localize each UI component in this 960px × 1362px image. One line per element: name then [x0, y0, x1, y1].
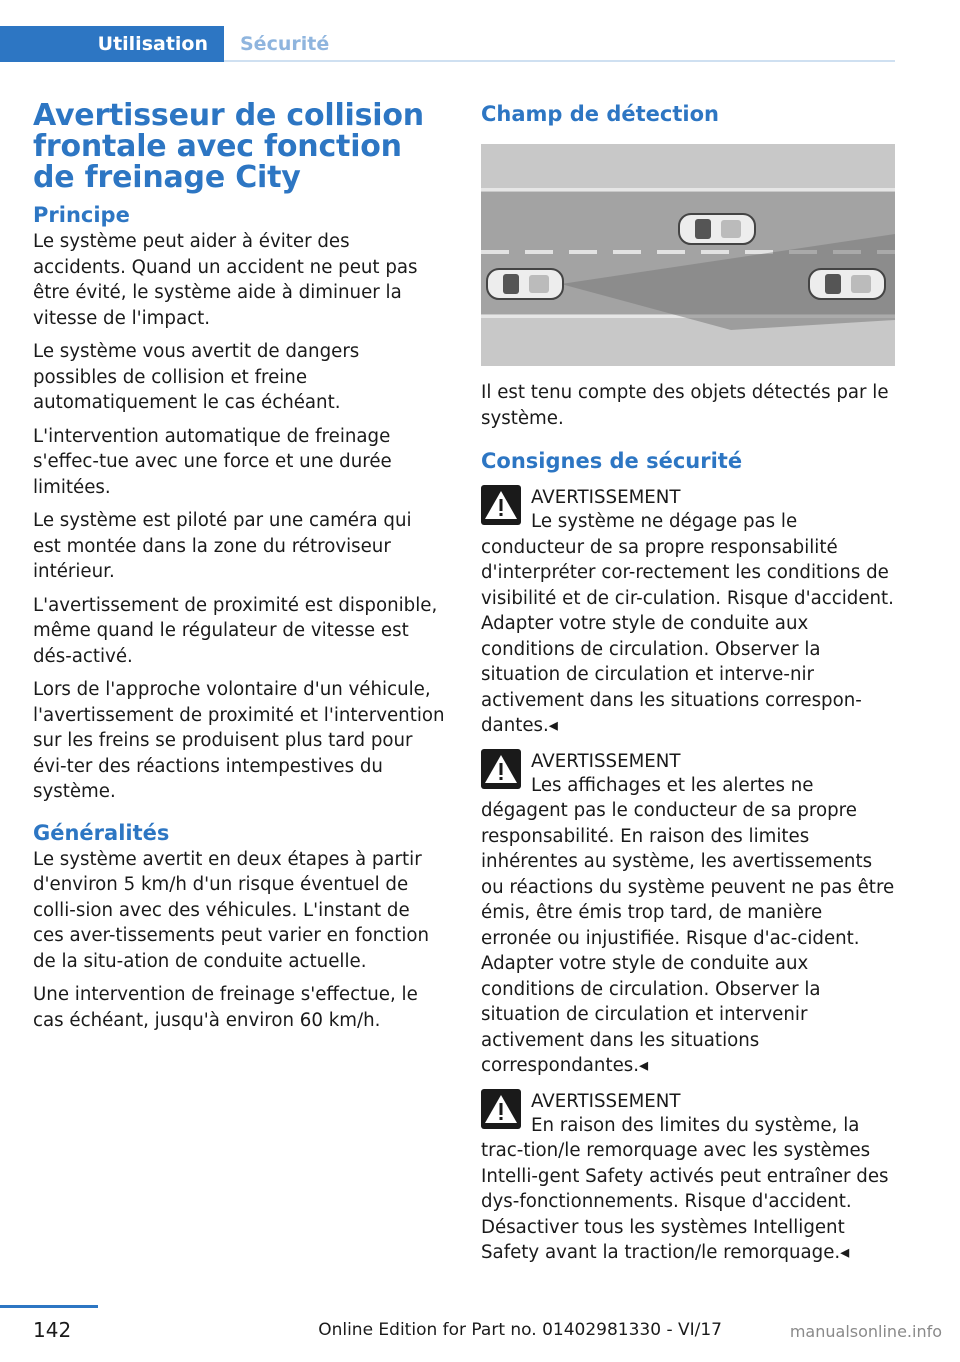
warning-title: AVERTISSEMENT — [531, 487, 681, 508]
heading-principe: Principe — [33, 203, 130, 227]
heading-champ-detection: Champ de détection — [481, 102, 719, 126]
paragraph: Une intervention de freinage s'effectue, le cas échéant, jusqu'à environ 60 km/h. — [33, 984, 418, 1031]
warning-text: En raison des limites du système, la trac-tion/le remorquage avec les systèmes Intelli-gent Safety activés peut entraîner des dys-fonctionnements. Risque d'accident. Désactiver tous les systèmes Intelligent Safety avant la traction/le remorquage.◂ — [481, 1114, 889, 1263]
paragraph: Le système vous avertit de dangers possibles de collision et freine automatiquement le cas échéant. — [33, 341, 360, 413]
paragraph: L'avertissement de proximité est disponible, même quand le régulateur de vitesse est dés-activé. — [33, 594, 438, 667]
warning-title: AVERTISSEMENT — [531, 1090, 681, 1112]
paragraph: Le système avertit en deux étapes à partir d'environ 5 km/h d'un risque éventuel de colli-sion avec des véhicules. L'instant de ces aver-tissements peut varier en fonction de la situ-ation de conduite actuelle. — [33, 848, 430, 972]
car-icon — [679, 214, 755, 244]
edition-line: Online Edition for Part no. 01402981330 - VI/17 — [318, 1320, 722, 1340]
watermark: manualsonline.info — [789, 1322, 942, 1341]
heading-consignes-securite: Consignes de sécurité — [481, 449, 743, 473]
warning-block — [481, 485, 895, 739]
tab-utilisation[interactable]: Utilisation — [0, 26, 224, 62]
image-caption: Il est tenu compte des objets détectés par le système. — [481, 382, 889, 429]
section-tabs — [0, 26, 895, 62]
warning-text: Les affichages et les alertes ne dégagent pas le conducteur de sa propre responsabilité. En raison des limites inhérentes au système, les avertissements ou réactions du système peuvent ne pas être émis, être émis trop tard, de manière erronée ou injustifiée. Risque d'ac-cident. Adapter votre style de conduite aux conditions de circulation. Observer la situation de circulation et intervenir activement dans les situations correspondantes.◂ — [481, 774, 895, 1076]
paragraph: Le système est piloté par une caméra qui est montée dans la zone du rétroviseur intérieur. — [33, 510, 412, 582]
warning-text: Le système ne dégage pas le conducteur de sa propre responsabilité d'interpréter cor-rectement les conditions de visibilité et de cir-culation. Risque d'accident. Adapter votre style de conduite aux conditions de circulation. Observer la situation de circulation et interve-nir activement dans les situations correspon-dantes.◂ — [481, 511, 894, 736]
paragraph: Le système peut aider à éviter des accidents. Quand un accident ne peut pas être évité, le système aide à diminuer la vitesse de l'impact. — [33, 231, 418, 329]
paragraph: L'intervention automatique de freinage s'effec-tue avec une force et une durée limitées. — [33, 425, 392, 498]
warning-title: AVERTISSEMENT — [531, 750, 681, 772]
paragraph: Lors de l'approche volontaire d'un véhicule, l'avertissement de proximité et l'intervention sur les freins se produisent plus tard pour évi-ter des réactions intempestives du système. — [33, 679, 445, 802]
page-title: Avertisseur de collision frontale avec fonction de freinage City — [33, 98, 424, 195]
left-column — [33, 100, 445, 1041]
tab-securite[interactable]: Sécurité — [240, 33, 330, 55]
detection-illustration — [481, 144, 895, 366]
tab-divider — [224, 60, 895, 62]
footer-rule — [0, 1305, 98, 1308]
warning-block — [481, 1089, 895, 1266]
car-icon — [487, 269, 563, 299]
warning-block — [481, 749, 895, 1079]
right-column — [481, 100, 895, 1266]
heading-generalites: Généralités — [33, 820, 170, 845]
page-number: 142 — [33, 1318, 72, 1342]
car-icon — [809, 269, 885, 299]
